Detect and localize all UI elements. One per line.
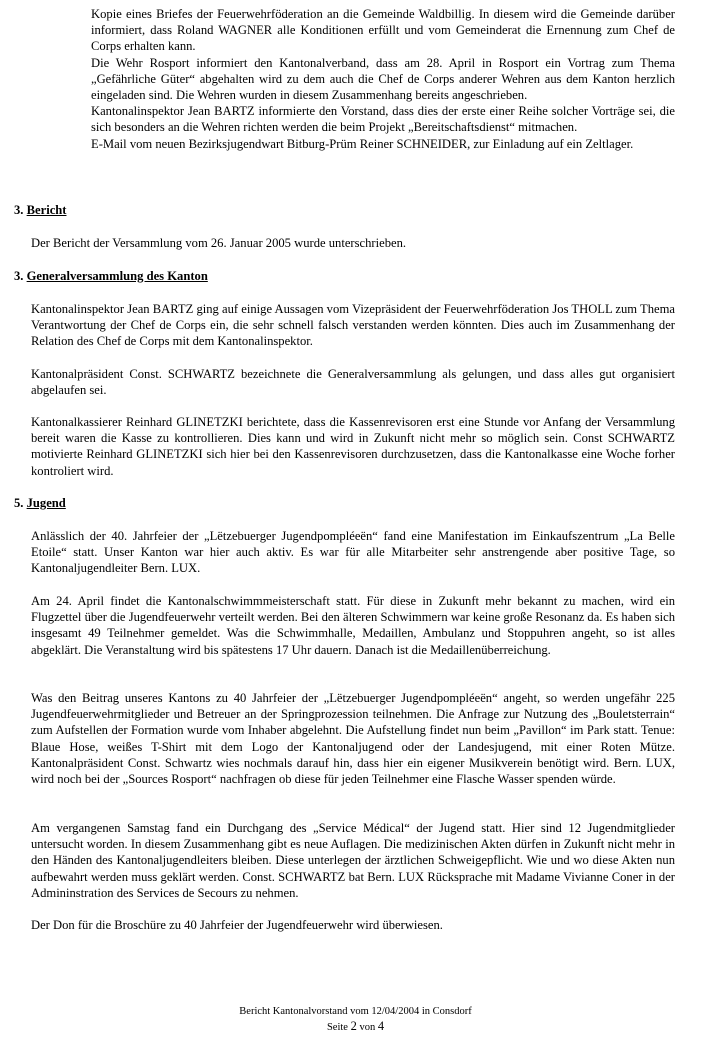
paragraph: Am 24. April findet die Kantonalschwimmmeisterschaft statt. Für diese in Zukunft mehr bekannt zu machen, wird ein Flugzettel über die Jugendfeuerwehr verteilt werden. Bei den älteren Schwimmern war keine große Resonanz da. Es haben sich insgesamt 49 Teilnehmer gemeldet. Was die Schwimmhalle, Medaillen, Ambulanz und Stoppuhren angeht, so ist alles abgeklärt. Die Veranstaltung wird bis spätestens 17 Uhr dauern. Danach ist die Medaillenüberreichung. (31, 594, 675, 657)
of-label: von (359, 1022, 376, 1033)
correspondence-item: Kopie eines Briefes der Feuerwehrföderation an die Gemeinde Waldbillig. In diesem wird die Gemeinde darüber informiert, dass Roland WAGNER alle Konditionen erfüllt und vom Gemeinderat die Ernennung zum Chef de Corps erhalten kann. (91, 7, 675, 54)
correspondence-item: E-Mail vom neuen Bezirksjugendwart Bitburg-Prüm Reiner SCHNEIDER, zur Einladung auf ein Zeltlager. (91, 136, 634, 151)
page-label: Seite (326, 1022, 348, 1033)
paragraph: Kantonalinspektor Jean BARTZ ging auf einige Aussagen vom Vizepräsident der Feuerwehrföderation Jos THOLL zum Thema Verantwortung der Chef de Corps ein, die sehr schnell falsch verstanden werden könnten. Dies auch im Zusammenhang der Relation des Chef de Corps mit dem Kantonalinspektor. (31, 302, 675, 349)
correspondence-item: Die Wehr Rosport informiert den Kantonalverband, dass am 28. April in Rosport ein Vortrag zum Thema „Gefährliche Güter“ abgehalten wird zu dem auch die Chef de Corps anderer Wehren aus dem Kanton herzlich eingeladen sind. Die Wehren wurden in diesem Zusammenhang bereits angeschrieben. (91, 55, 675, 103)
paragraph: Was den Beitrag unseres Kantons zu 40 Jahrfeier der „Lëtzebuerger Jugendpompléeën“ angeht, so werden ungefähr 225 Jugendfeuerwehrmitglieder und Betreuer an der Springprozession teilnehmen. Die Anfrage zur Nutzung des „Bouletsterrain“ zum Aufstellen der Formation wurde vom Inhaber abgelehnt. Die Aufstellung findet nun beim „Pavillon“ im Park statt. Tenue: Blaue Hose, weißes T-Shirt mit dem Logo der Kantonaljugend oder der Landesjugend, mit einer Roten Mütze. Kantonalpräsident Const. Schwartz wies nochmals darauf hin, dass hier ein eigener Musikverein benötigt wird. Bern. LUX, wird noch bei der „Sources Rosport“ nachfragen ob diese für jeden Teilnehmer eine Flasche Wasser spenden würde. (31, 691, 675, 787)
section-number: 3. (14, 269, 24, 283)
section-title: Generalversammlung des Kanton (26, 269, 208, 283)
section-heading-generalversammlung (14, 268, 208, 284)
paragraph: Am vergangenen Samstag fand ein Durchgang des „Service Médical“ der Jugend statt. Hier sind 12 Jugendmitglieder untersucht worden. In diesem Zusammenhang gibt es neue Auflagen. Die medizinischen Akten dürfen in Zukunft nicht mehr in den Händen des Kantonaljugendleiters bleiben. Diese unterlegen der ärztlichen Schweigepflicht. Wie und wo diese Akten nun aufbewahrt werden muss geklärt werden. Const. SCHWARTZ bat Bern. LUX Rücksprache mit Madame Vivianne Coner in der Admininstration des Services de Secours zu nehmen. (31, 821, 675, 900)
correspondence-item: Kantonalinspektor Jean BARTZ informierte den Vorstand, dass dies der erste einer Reihe solcher Vorträge sei, die sich besonders an die Wehren richten werden die beim Projekt „Bereitschaftsdienst“ mitmachen. (91, 104, 675, 135)
page-number: 2 (350, 1019, 357, 1033)
section-title: Bericht (26, 203, 67, 217)
paragraph: Der Don für die Broschüre zu 40 Jahrfeier der Jugendfeuerwehr wird überwiesen. (31, 918, 443, 932)
paragraph: Anlässlich der 40. Jahrfeier der „Lëtzebuerger Jugendpompléeën“ fand eine Manifestation im Einkaufszentrum „La Belle Etoile“ statt. Unser Kanton war hier auch aktiv. Es war für alle Mitarbeiter sehr anstrengende aber positive Tage, so Kantonaljugendleiter Bern. LUX. (31, 529, 675, 576)
correspondence-list (91, 6, 675, 152)
footer-title: Bericht Kantonalvorstand vom 12/04/2004 in Consdorf (239, 1006, 472, 1017)
section-number: 5. (14, 496, 24, 510)
paragraph: Kantonalpräsident Const. SCHWARTZ bezeichnete die Generalversammlung als gelungen, und dass alles gut organisiert abgelaufen sei. (31, 367, 675, 398)
page-indicator (0, 1019, 711, 1035)
section-heading-jugend (14, 495, 66, 511)
section-heading-bericht (14, 202, 66, 218)
section-number: 3. (14, 203, 24, 217)
paragraph: Kantonalkassierer Reinhard GLINETZKI berichtete, dass die Kassenrevisoren erst eine Stunde vor Anfang der Versammlung bereit waren die Kasse zu kontrollieren. Dies kann und wird in Zukunft nicht mehr so möglich sein. Const SCHWARTZ motivierte Reinhard GLINETZKI sich hier bei den Kassenrevisoren durchzusetzen, dass die Kantonalkasse eine Woche forher kontroliert wird. (31, 415, 675, 478)
section-title: Jugend (26, 496, 66, 510)
total-pages: 4 (377, 1019, 385, 1033)
paragraph: Der Bericht der Versammlung vom 26. Januar 2005 wurde unterschrieben. (31, 236, 407, 250)
